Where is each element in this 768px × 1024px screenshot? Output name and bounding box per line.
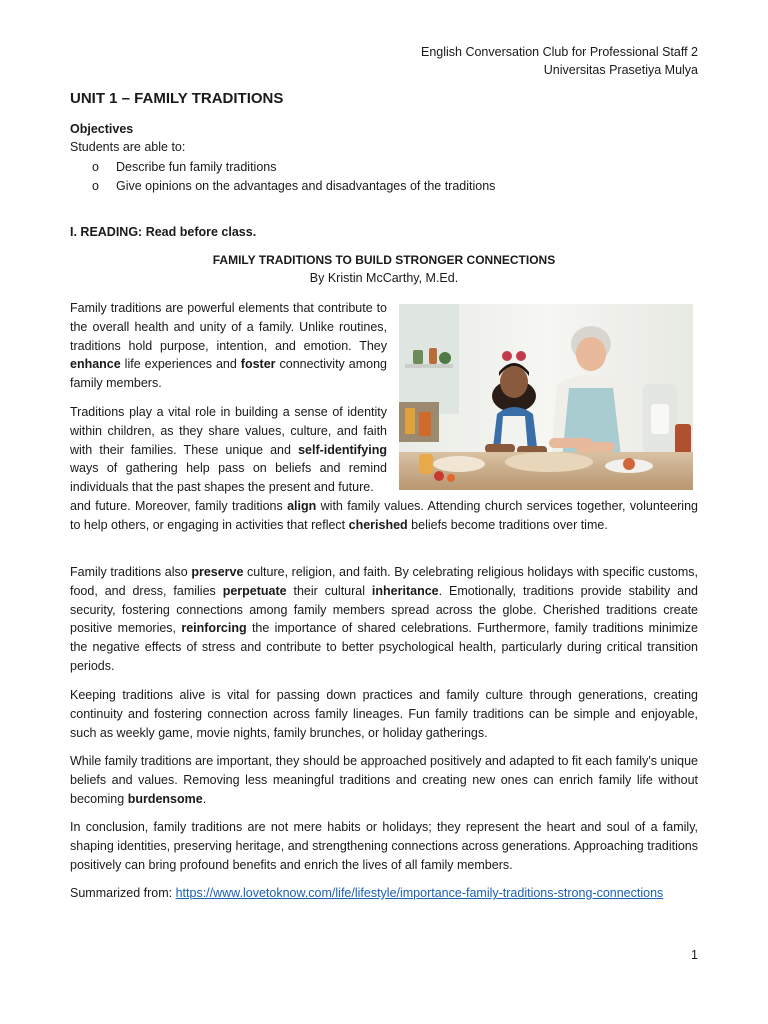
source-link[interactable]: https://www.lovetoknow.com/life/lifestyle/importance-family-traditions-strong-connections xyxy=(175,886,664,900)
bold-term: burdensome xyxy=(127,791,203,806)
text-run: beliefs become traditions over time. xyxy=(407,517,608,532)
bold-term: enhance xyxy=(70,357,121,372)
bold-term: preserve xyxy=(191,565,244,579)
objective-text: Describe fun family traditions xyxy=(116,160,277,174)
text-run: with family values. Attending church services together, volunteering to help others, or engaging in activities that reflect xyxy=(70,499,698,532)
paragraph-6: In conclusion, family traditions are not mere habits or holidays; they represent the heart and soul of a family, shaping identities, preserving heritage, and strengthening connections across generations. Approaching traditions positively can bring profound benefits and enrich the lives of all family members. xyxy=(70,820,698,872)
bold-term: foster xyxy=(240,357,276,372)
paragraph-4: Keeping traditions alive is vital for passing down practices and family culture through generations, creating continuity and fostering connection across family lineages. Fun family traditions can be simple and enjoyable, such as weekly game, movie nights, family brunches, or holiday gatherings. xyxy=(70,688,698,740)
text-run: . Emotionally, traditions provide stability and security, fostering connections among family members spread across the globe. Cherished traditions create positive memories, xyxy=(70,583,699,636)
source-line xyxy=(70,884,698,903)
page-number: 1 xyxy=(691,948,698,962)
text-run: Family traditions are powerful elements that contribute to the overall health and unity of a family. Unlike routines, traditions hold purpose, intention, and emotion. They xyxy=(70,301,387,353)
paragraph-2 xyxy=(70,403,387,497)
article-byline: By Kristin McCarthy, M.Ed. xyxy=(309,271,459,285)
page-header xyxy=(421,43,698,79)
text-run: . xyxy=(202,791,207,806)
bold-term: self-identifying xyxy=(298,442,387,457)
reading-heading: I. READING: Read before class. xyxy=(70,225,257,239)
paragraph-1 xyxy=(70,299,387,393)
text-run: connectivity among family members. xyxy=(70,357,387,391)
bold-term: inheritance xyxy=(371,583,439,598)
text-run: ways of gathering help pass on beliefs and remind individuals that the past shapes the present and future. xyxy=(70,461,387,495)
paragraph-2-continued xyxy=(70,497,698,535)
family-cooking-illustration xyxy=(399,304,693,490)
objectives-intro: Students are able to: xyxy=(70,140,186,154)
objectives-title: Objectives xyxy=(70,122,134,136)
objective-item xyxy=(92,177,495,196)
header-course: English Conversation Club for Professional Staff 2 xyxy=(420,45,698,59)
bold-term: cherished xyxy=(348,517,408,532)
article-title: FAMILY TRADITIONS TO BUILD STRONGER CONNECTIONS xyxy=(212,253,556,267)
text-run: Family traditions also xyxy=(70,565,192,579)
bullet-marker: o xyxy=(92,178,99,193)
family-cooking-photo xyxy=(399,304,693,490)
header-university: Universitas Prasetiya Mulya xyxy=(543,63,698,77)
bullet-marker: o xyxy=(92,160,99,174)
text-run: and future. Moreover, family traditions xyxy=(70,499,288,513)
bold-term: perpetuate xyxy=(222,583,287,598)
text-run: their cultural xyxy=(286,583,372,598)
objective-text: Give opinions on the advantages and disadvantages of the traditions xyxy=(116,178,496,193)
text-run: While family traditions are important, they should be approached positively and adapted to fit each family's unique beliefs and values. Removing less meaningful traditions and creating new ones can enrich family life without becoming xyxy=(70,754,698,806)
bold-term: align xyxy=(287,499,317,513)
objectives-list xyxy=(92,158,495,195)
text-run: culture, religion, and faith. By celebrating religious holidays with specific customs, food, and dress, families xyxy=(70,565,699,598)
paragraph-3 xyxy=(70,563,698,676)
source-label: Summarized from: xyxy=(70,886,176,900)
paragraph-5 xyxy=(70,752,698,808)
text-run: life experiences and xyxy=(120,357,241,372)
text-run: Traditions play a vital role in building a sense of identity within children, as they share values, culture, and faith with their families. These unique and xyxy=(70,405,387,457)
text-run: the importance of shared celebrations. Furthermore, family traditions minimize the negative effects of stress and contribute to better psychological health, particularly during critical transition periods. xyxy=(70,621,698,673)
bold-term: reinforcing xyxy=(181,621,247,636)
objective-item xyxy=(92,158,495,177)
unit-title: UNIT 1 – FAMILY TRADITIONS xyxy=(70,90,284,107)
